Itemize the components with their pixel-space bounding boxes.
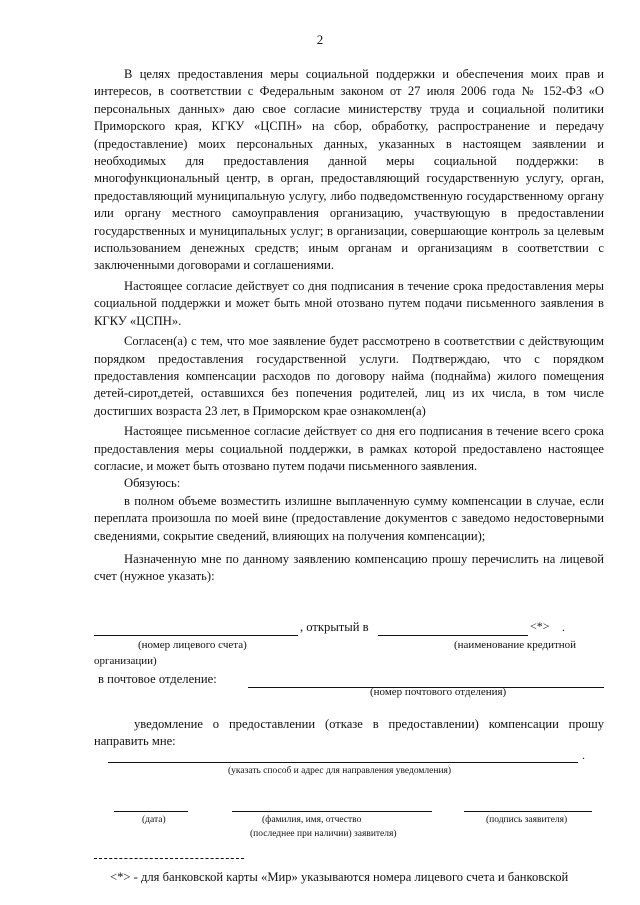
notification-field[interactable] [108, 748, 578, 763]
post-office-prefix: в почтовое отделение: [98, 672, 217, 686]
footnote-text: <*> - для банковской карты «Мир» указываются номера лицевого счета и банковской [110, 870, 569, 884]
validity-paragraph: Настоящее согласие действует со дня подписания в течение срока предоставления меры социальной поддержки и может быть мной отозвано путем подачи письменного заявления в КГКУ «ЦСПН». [94, 278, 604, 328]
opened-in-text: , открытый в [300, 620, 369, 634]
notification-label: (указать способ и адрес для направления уведомления) [228, 766, 452, 776]
bank-name-field[interactable] [378, 620, 528, 636]
page-number: 2 [316, 32, 324, 47]
post-office-label: (номер почтового отделения) [370, 686, 507, 698]
date-label: (дата) [142, 815, 166, 825]
account-row: , открытый в <*> . [94, 620, 604, 638]
footnote-separator [94, 858, 244, 859]
account-number-label: (номер лицевого счета) [138, 639, 247, 651]
obligation-title: Обязуюсь: [124, 476, 181, 491]
bank-name-label: (наименование кредитной [454, 639, 577, 651]
document-body [94, 66, 604, 586]
consent-paragraph: В целях предоставления меры социальной поддержки и обеспечения моих прав и интересов, в соответствии с Федеральным законом от 27 июля 2006 года № 152-ФЗ «О персональных данных» даю свое согласие министерству труда и социальной политики Приморского края, КГКУ «ЦСПН» на сбор, обработку, распространение и передачу (предоставление) моих персональных данных, указанных в настоящем заявлении и необходимых для предоставления данной меры социальной поддержки: в многофункциональный центр, в орган, предоставляющий государственную услугу, орган, предоставляющий муниципальную услугу, либо подведомственную государственному органу или органу местного самоуправления организацию, участвующую в предоставлении государственных и муниципальных услуг; в организации, совершающие контроль за целевым использованием денежных средств; иным органам и организациям в соответствии с заключенными договорами и соглашениями. [94, 67, 604, 273]
written-consent-paragraph: Настоящее письменное согласие действует со дня его подписания в течение всего срока предоставления меры социальной поддержки, в рамках которой предоставлено настоящее согласие, и может быть отозвано путем подачи письменного заявления. [94, 424, 604, 473]
full-name-label-cont: (последнее при наличии) заявителя) [250, 829, 397, 839]
full-name-label: (фамилия, имя, отчество [262, 815, 362, 825]
signature-label: (подпись заявителя) [486, 815, 568, 825]
obligation-text: в полном объеме возместить излишне выплаченную сумму компенсации в случае, если переплата произошла по моей вине (предоставление документов с заведомо недостоверными сведениями, сокрытие сведений, влияющих на получения компенсации); [94, 493, 604, 543]
date-field[interactable] [114, 797, 188, 812]
footnote-mark: <*> [530, 619, 550, 633]
transfer-text: Назначенную мне по данному заявлению компенсацию прошу перечислить на лицевой счет (нужное указать): [94, 551, 604, 584]
notification-text: уведомление о предоставлении (отказе в предоставлении) компенсации прошу направить мне: [94, 717, 604, 749]
full-name-field[interactable] [232, 797, 432, 812]
bank-name-label-cont: организации) [94, 655, 157, 667]
signature-field[interactable] [464, 797, 592, 812]
agreement-paragraph: Согласен(а) с тем, что мое заявление будет рассмотрено в соответствии с действующим порядком предоставления государственной услуги. Подтверждаю, что с порядком предоставления компенсации расходов по договору найма (поднайма) жилого помещения детей-сирот,детей, оставшихся без попечения родителей, лиц из их числа, в том числе достигших возраста 23 лет, в Приморском крае ознакомлен(а) [94, 334, 604, 418]
account-number-field[interactable] [94, 620, 298, 636]
